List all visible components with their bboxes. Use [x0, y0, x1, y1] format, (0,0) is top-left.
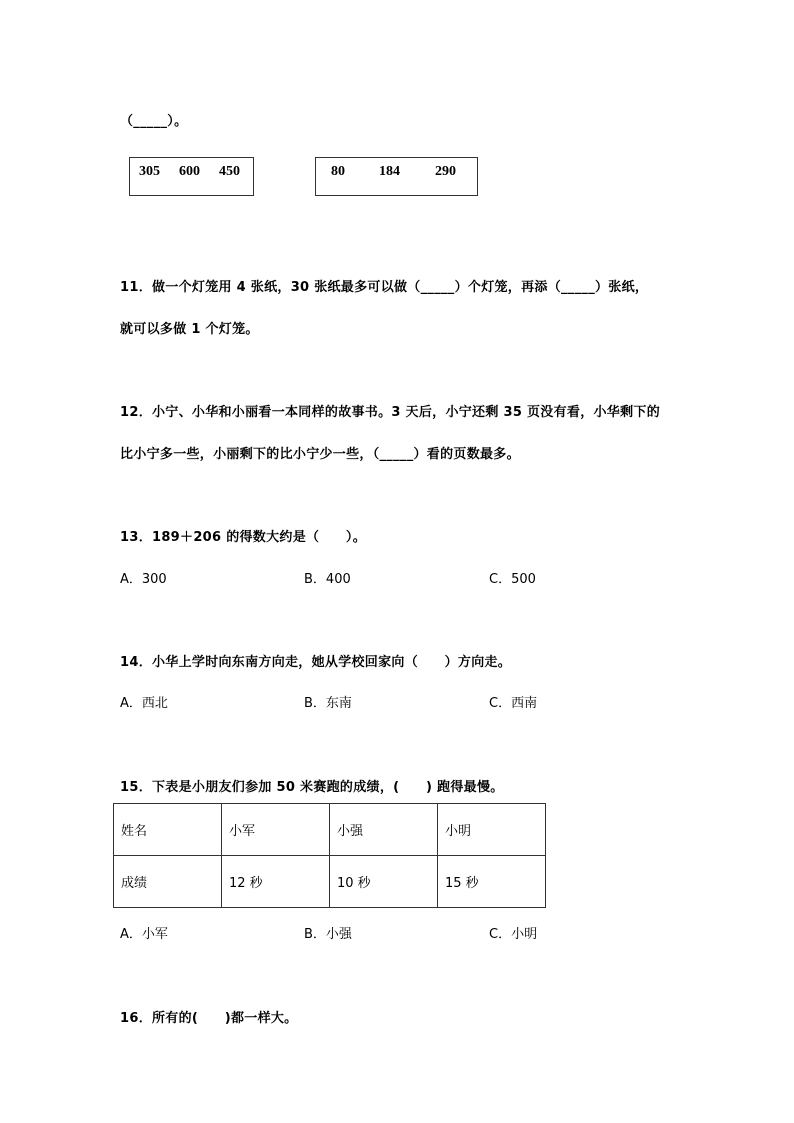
table-cell: 小明 [438, 804, 546, 856]
number-box-1 [129, 157, 254, 196]
q11-line2: 就可以多做 1 个灯笼。 [120, 322, 259, 337]
table-cell: 成绩 [114, 856, 222, 908]
q15-option-a: A．小军 [120, 927, 168, 942]
box1-value-3: 450 [219, 164, 240, 179]
q10-answer-blank: （_____）。 [120, 114, 188, 129]
q15-option-b: B．小强 [304, 927, 352, 942]
table-cell: 小强 [330, 804, 438, 856]
q15-stem: 15．下表是小朋友们参加 50 米赛跑的成绩，( ) 跑得最慢。 [120, 780, 504, 795]
box2-value-2: 184 [379, 164, 400, 179]
q13-option-a: A．300 [120, 572, 167, 587]
q13-option-c: C．500 [489, 572, 536, 587]
q16-stem: 16．所有的( )都一样大。 [120, 1011, 298, 1026]
q14-option-a: A．西北 [120, 696, 168, 711]
q15-option-c: C．小明 [489, 927, 538, 942]
q14-option-c: C．西南 [489, 696, 538, 711]
q14-option-b: B．东南 [304, 696, 352, 711]
box2-value-1: 80 [331, 164, 345, 179]
q14-stem: 14．小华上学时向东南方向走，她从学校回家向（ ）方向走。 [120, 655, 512, 670]
table-cell: 小军 [222, 804, 330, 856]
number-box-2 [315, 157, 478, 196]
q13-stem: 13．189＋206 的得数大约是（ ）。 [120, 530, 366, 545]
q12-line2: 比小宁多一些，小丽剩下的比小宁少一些，（_____）看的页数最多。 [120, 447, 520, 462]
q13-option-b: B．400 [304, 572, 351, 587]
box1-value-2: 600 [179, 164, 200, 179]
box2-value-3: 290 [435, 164, 456, 179]
table-row [114, 804, 546, 856]
table-cell: 12 秒 [222, 856, 330, 908]
q12-line1: 12．小宁、小华和小丽看一本同样的故事书。3 天后，小宁还剩 35 页没有看，小华剩下的 [120, 405, 661, 420]
table-row [114, 856, 546, 908]
race-results-table [113, 803, 546, 908]
q11-line1: 11．做一个灯笼用 4 张纸，30 张纸最多可以做（_____）个灯笼，再添（_____）张纸， [120, 280, 649, 295]
table-cell: 姓名 [114, 804, 222, 856]
table-cell: 15 秒 [438, 856, 546, 908]
box1-value-1: 305 [139, 164, 160, 179]
table-cell: 10 秒 [330, 856, 438, 908]
